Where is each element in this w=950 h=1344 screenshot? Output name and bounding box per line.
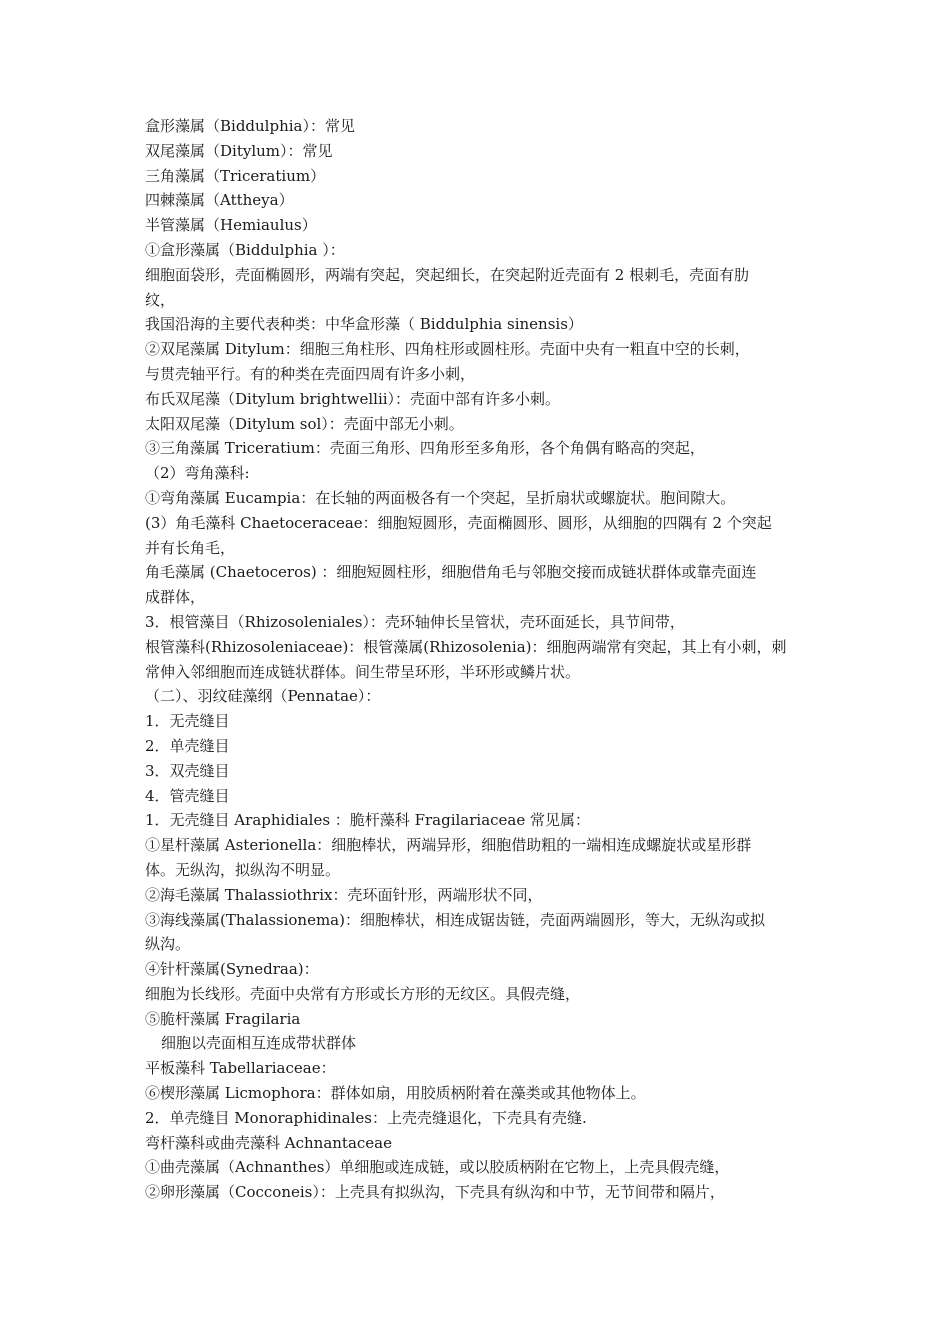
text-line: 3．根管藻目（Rhizosoleniales）：壳环轴伸长呈管状，壳环面延长，具节间带，	[145, 612, 685, 631]
text-line: （二）、羽纹硅藻纲（Pennatae）：	[145, 687, 381, 706]
text-line: ①弯角藻属 Eucampia：在长轴的两面极各有一个突起，呈折扇状或螺旋状。胞间隙大。	[145, 488, 736, 507]
text-line: 1．无壳缝目	[145, 712, 230, 731]
text-line: 半管藻属（Hemiaulus）	[145, 216, 317, 235]
text-line: 2．单壳缝目	[145, 736, 230, 755]
text-line: 2．单壳缝目 Monoraphidinales：上壳壳缝退化，下壳具有壳缝.	[145, 1108, 587, 1127]
text-line: ③海线藻属(Thalassionema)：细胞棒状，相连成锯齿链，壳面两端圆形，等大，无纵沟或拟	[145, 910, 765, 929]
text-line: 太阳双尾藻（Ditylum sol）：壳面中部无小刺。	[145, 414, 464, 433]
text-line: 双尾藻属（Ditylum）：常见	[145, 141, 333, 160]
text-line: 体。无纵沟，拟纵沟不明显。	[145, 860, 341, 879]
text-line: ①星杆藻属 Asterionella：细胞棒状，两端异形，细胞借助粗的一端相连成螺旋状或星形群	[145, 836, 752, 855]
text-line: 纵沟。	[145, 935, 191, 954]
text-line: 纹，	[145, 290, 176, 309]
text-line: ②海毛藻属 Thalassiothrix：壳环面针形，两端形状不同，	[145, 885, 543, 904]
text-line: 并有长角毛，	[145, 538, 236, 557]
text-line: 四棘藻属（Attheya）	[145, 191, 294, 210]
text-line: 3．双壳缝目	[145, 761, 230, 780]
text-line: （2）弯角藻科:	[145, 464, 250, 483]
text-line: 弯杆藻科或曲壳藻科 Achnantaceae	[145, 1133, 392, 1152]
text-line: ⑤脆杆藻属 Fragilaria	[145, 1009, 301, 1028]
document-page	[145, 114, 810, 1205]
text-line: 细胞为长线形。壳面中央常有方形或长方形的无纹区。具假壳缝，	[145, 984, 581, 1003]
text-line: 根管藻科(Rhizosoleniaceae)：根管藻属(Rhizosolenia)：细胞两端常有突起，其上有小刺，刺	[145, 637, 787, 656]
text-line: 我国沿海的主要代表种类：中华盒形藻（ Biddulphia sinensis）	[145, 315, 583, 334]
text-line: 细胞面袋形，壳面椭圆形，两端有突起，突起细长，在突起附近壳面有 2 根刺毛，壳面有肋	[145, 265, 750, 284]
text-line: 4．管壳缝目	[145, 786, 230, 805]
text-line: 常伸入邻细胞而连成链状群体。间生带呈环形，半环形或鳞片状。	[145, 662, 581, 681]
text-line: (3）角毛藻科 Chaetoceraceae：细胞短圆形，壳面椭圆形、圆形，从细胞的四隅有 2 个突起	[145, 513, 772, 532]
text-line: 角毛藻属 (Chaetoceros) ：细胞短圆柱形，细胞借角毛与邻胞交接而成链状群体或靠壳面连	[145, 563, 757, 582]
text-line: ②双尾藻属 Ditylum：细胞三角柱形、四角柱形或圆柱形。壳面中央有一粗直中空的长刺，	[145, 340, 750, 359]
text-line: 1．无壳缝目 Araphidiales ：脆杆藻科 Fragilariaceae 常见属：	[145, 811, 591, 830]
text-line: ④针杆藻属(Synedraa)：	[145, 960, 319, 979]
text-line: ②卵形藻属（Cocconeis）：上壳具有拟纵沟，下壳具有纵沟和中节，无节间带和隔片，	[145, 1183, 725, 1202]
text-line: ⑥楔形藻属 Licmophora：群体如扇，用胶质柄附着在藻类或其他物体上。	[145, 1084, 646, 1103]
text-line: 三角藻属（Triceratium）	[145, 166, 326, 185]
text-line: 成群体，	[145, 588, 206, 607]
text-line: 布氏双尾藻（Ditylum brightwellii）：壳面中部有许多小刺。	[145, 389, 561, 408]
text-line: 细胞以壳面相互连成带状群体	[161, 1034, 357, 1053]
text-line: 平板藻科 Tabellariaceae：	[145, 1059, 336, 1078]
text-line: 盒形藻属（Biddulphia）：常见	[145, 117, 355, 135]
text-line: ①曲壳藻属（Achnanthes）单细胞或连成链，或以胶质柄附在它物上，上壳具假壳缝，	[145, 1158, 730, 1177]
text-line: ③三角藻属 Triceratium：壳面三角形、四角形至多角形，各个角偶有略高的突起，	[145, 439, 705, 458]
text-line: 与贯壳轴平行。有的种类在壳面四周有许多小刺，	[145, 364, 476, 383]
text-line: ①盒形藻属（Biddulphia ）：	[145, 240, 345, 259]
